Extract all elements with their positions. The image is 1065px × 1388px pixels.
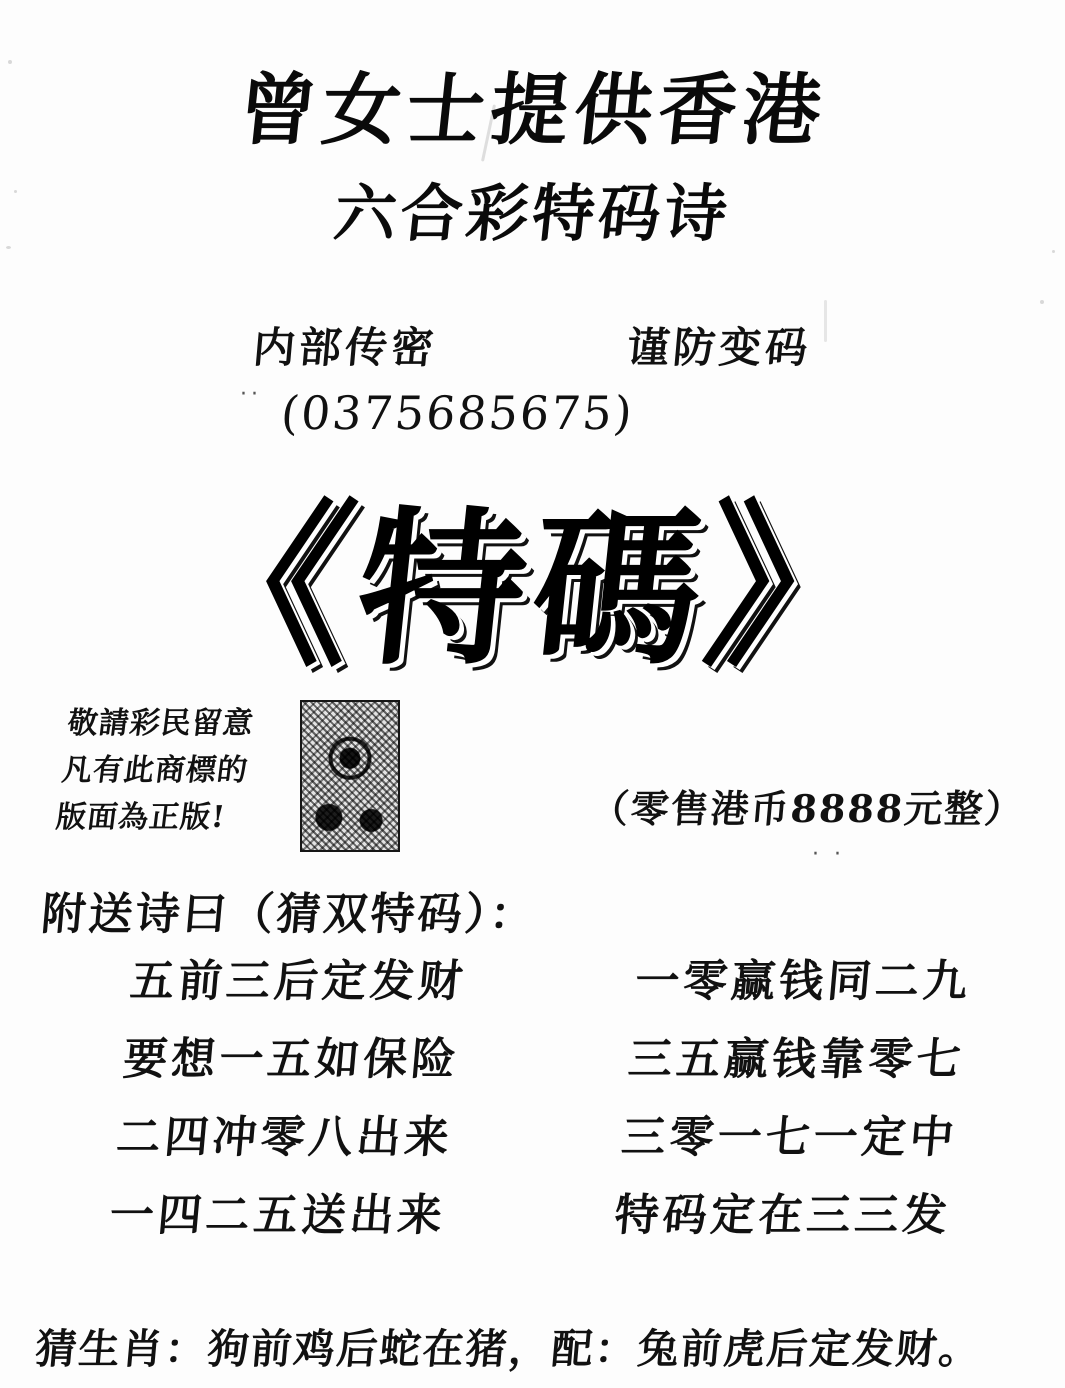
- poem-line: 三五赢钱靠零七: [626, 1034, 967, 1085]
- scan-dots: · ·: [812, 842, 845, 867]
- trademark-stamp-icon: [300, 700, 400, 852]
- trademark-notice: [53, 700, 295, 841]
- big-mark-close-paren: 》: [695, 483, 900, 690]
- poem-line: 一四二五送出来: [107, 1190, 449, 1241]
- poem-line: 二四冲零八出来: [114, 1112, 455, 1163]
- notice-line: 版面為正版!: [54, 800, 228, 835]
- notice-line: 凡有此商標的: [59, 753, 251, 788]
- poem-line: 一零赢钱同二九: [633, 956, 974, 1007]
- big-mark: [0, 483, 1065, 690]
- poem-line: 三零一七一定中: [619, 1112, 960, 1163]
- scan-speck: [1040, 300, 1044, 304]
- phone-number: (0375685675): [278, 386, 637, 440]
- poem-line: 特码定在三三发: [612, 1190, 954, 1241]
- poem-line: 要想一五如保险: [121, 1034, 462, 1085]
- poem-line: 五前三后定发财: [128, 956, 469, 1007]
- inner-notice-row: [0, 315, 1065, 375]
- retail-price: （零售港币8888元整）: [589, 786, 1027, 831]
- page-subtitle: 六合彩特码诗: [330, 177, 735, 251]
- big-mark-open-paren: 《: [165, 483, 370, 690]
- scan-speck: [8, 60, 12, 64]
- inner-secret-label: 内部传密: [251, 323, 440, 372]
- zodiac-footer: 猜生肖：狗前鸡后蛇在猪，配：兔前虎后定发财。: [33, 1325, 984, 1373]
- anti-fake-label: 谨防变码: [625, 323, 814, 372]
- poem-heading: 附送诗曰（猜双特码）：: [39, 889, 539, 940]
- big-mark-text: 特碼: [347, 490, 717, 688]
- notice-line: 敬請彩民留意: [65, 706, 256, 741]
- page-title: 曾女士提供香港: [233, 65, 832, 157]
- poem-grid: [107, 950, 1013, 1248]
- scan-dots: ··: [240, 382, 262, 407]
